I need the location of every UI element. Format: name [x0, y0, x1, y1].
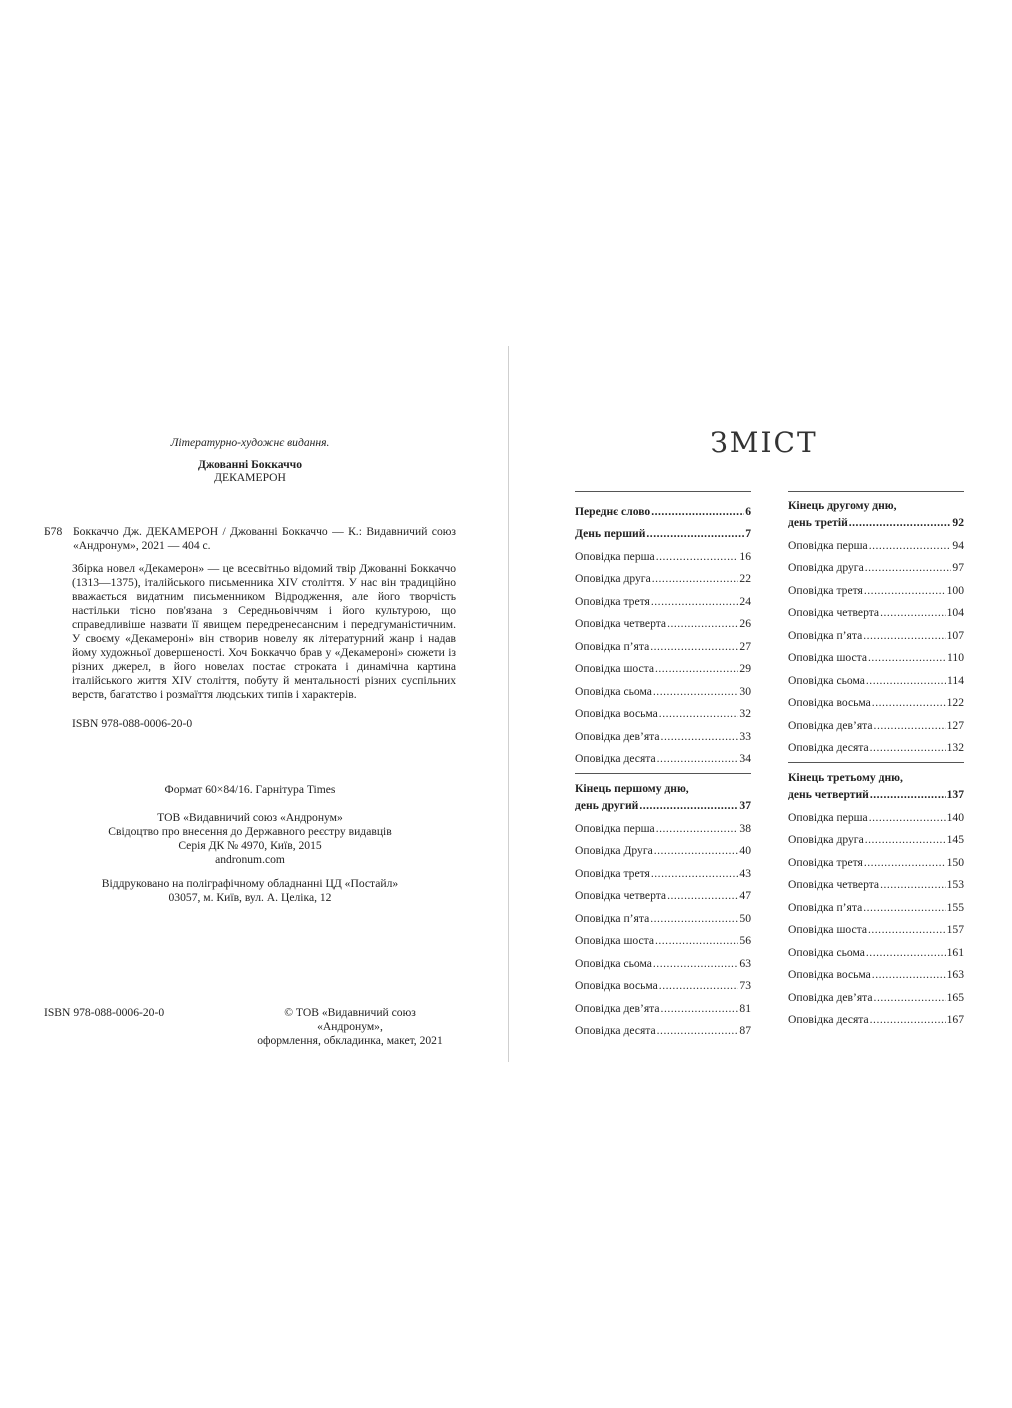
- catalog-code: Б78: [44, 525, 63, 538]
- toc-entry-title: Оповідка Друга: [575, 844, 653, 857]
- toc-column-1: [575, 491, 751, 1037]
- toc-entry-title: Оповідка дев’ята: [575, 1001, 660, 1015]
- toc-entry[interactable]: [788, 664, 964, 687]
- toc-leader-dots: [864, 584, 946, 597]
- book-annotation: Збірка новел «Декамерон» — це всесвітньо відомий твір Джованні Боккаччо (1313—1375), італійського письменника XIV століття. У нас він традиційно вважається видатним письменником Відродження, але його творчість настільки тісно пов'язана з Середньовіччям і його культурою, що справедливіше назвати її явищем передренесансним і передгуманістичним. У своєму «Декамероні» він створив новелу як літературний жанр і надав йому художньої довершеності. Хоч Боккаччо брав у «Декамероні» сюжети із різних джерел, в його новелах постає строката і динамічна картина італійського життя XIV століття, побуту й ментальності різних суспільних верств, багатство і розмаїття людських типів і характерів.: [72, 562, 456, 701]
- toc-entry-page: 33: [739, 729, 751, 743]
- publisher-certificate: Свідоцтво про внесення до Державного реєстру видавців: [108, 825, 392, 838]
- toc-entry-page: 167: [946, 1013, 964, 1026]
- author-name: Джованні Боккаччо: [198, 458, 302, 471]
- toc-leader-dots: [880, 878, 946, 891]
- print-format: Формат 60×84/16. Гарнітура Times: [164, 783, 336, 796]
- toc-section-2-page: 37: [739, 799, 751, 812]
- toc-entry[interactable]: [788, 574, 964, 597]
- toc-entry-page: 22: [739, 572, 751, 585]
- bottom-isbn: ISBN 978-088-0006-20-0: [44, 1006, 165, 1019]
- toc-section-4-page: 137: [946, 788, 964, 801]
- toc-entry-page: 165: [946, 990, 964, 1004]
- toc-leader-dots: [654, 844, 739, 857]
- toc-entry-page: 97: [952, 561, 964, 574]
- toc-section-4-line2: день четвертий: [788, 788, 869, 801]
- toc-entry[interactable]: [575, 608, 751, 631]
- toc-leader-dots: [870, 788, 946, 801]
- toc-entry[interactable]: [788, 642, 964, 665]
- toc-entry-page: 127: [946, 718, 964, 732]
- toc-entry-title: Оповідка п’ята: [575, 639, 650, 653]
- toc-entry[interactable]: [575, 835, 751, 858]
- toc-leader-dots: [653, 685, 739, 698]
- toc-section-2[interactable]: [575, 782, 751, 812]
- toc-leader-dots: [865, 561, 952, 574]
- toc-leader-dots: [868, 923, 946, 936]
- toc-entry-page: 7: [745, 527, 751, 540]
- copyright-notice: [250, 1006, 450, 1048]
- toc-leader-dots: [650, 912, 738, 925]
- toc-entry-title: Оповідка п’ята: [788, 628, 863, 642]
- toc-entry-page: 104: [946, 606, 964, 619]
- toc-entry-title: Оповідка сьома: [788, 945, 865, 959]
- toc-entry[interactable]: [575, 902, 751, 925]
- toc-entry-page: 32: [739, 707, 751, 720]
- printer-info: [44, 877, 456, 905]
- toc-leader-dots: [869, 539, 952, 552]
- toc-entry-title: Оповідка друга: [788, 561, 864, 574]
- toc-leader-dots: [646, 527, 744, 540]
- toc-leader-dots: [661, 730, 739, 743]
- toc-entry[interactable]: [788, 914, 964, 937]
- toc-entry-page: 107: [946, 628, 964, 642]
- toc-entry-page: 150: [946, 855, 964, 869]
- toc-entry-page: 16: [739, 549, 751, 563]
- toc-section-4[interactable]: [788, 771, 964, 801]
- toc-entry-title: Оповідка п’ята: [575, 911, 650, 925]
- toc-entry[interactable]: [788, 936, 964, 959]
- toc-entry-page: 110: [947, 651, 964, 664]
- toc-entry-page: 40: [739, 844, 751, 857]
- toc-entry-title: Оповідка шоста: [788, 923, 867, 936]
- toc-section-2-line2: день другий: [575, 799, 639, 812]
- isbn: ISBN 978-088-0006-20-0: [72, 717, 193, 730]
- toc-leader-dots: [639, 799, 738, 812]
- toc-entry[interactable]: [788, 824, 964, 847]
- toc-entry-title: Оповідка сьома: [575, 684, 652, 698]
- toc-rule: [575, 773, 751, 774]
- toc-entry-page: 24: [739, 594, 751, 608]
- toc-leader-dots: [868, 651, 946, 664]
- toc-entry[interactable]: [788, 709, 964, 732]
- toc-entry-title: Оповідка восьма: [788, 968, 871, 981]
- toc-leader-dots: [653, 957, 739, 970]
- toc-rule: [788, 491, 964, 492]
- toc-leader-dots: [650, 640, 738, 653]
- toc-entry[interactable]: [575, 585, 751, 608]
- toc-entry-title: Оповідка третя: [575, 866, 650, 880]
- toc-leader-dots: [667, 889, 738, 902]
- toc-entry-title: Оповідка восьма: [575, 707, 658, 720]
- toc-leader-dots: [849, 516, 952, 529]
- toc-entry[interactable]: [575, 925, 751, 948]
- toc-entry[interactable]: [788, 552, 964, 575]
- publisher-info: [44, 811, 456, 867]
- toc-entry-title: Оповідка перша: [575, 549, 655, 563]
- toc-entry-page: 27: [739, 639, 751, 653]
- toc-rule: [575, 491, 751, 492]
- toc-leader-dots: [872, 968, 946, 981]
- toc-entry-page: 43: [739, 866, 751, 880]
- toc-entry-title: День перший: [575, 527, 646, 540]
- toc-entry[interactable]: [575, 518, 751, 541]
- toc-leader-dots: [863, 629, 945, 642]
- printer-name: Віддруковано на поліграфічному обладнанні ЦД «Постайл»: [101, 877, 399, 890]
- toc-entry-page: 114: [947, 673, 964, 687]
- toc-entry[interactable]: [575, 495, 751, 518]
- toc-section-3[interactable]: [788, 499, 964, 529]
- toc-entry-title: Оповідка шоста: [788, 651, 867, 664]
- toc-entry[interactable]: [575, 970, 751, 993]
- toc-entry-page: 100: [946, 583, 964, 597]
- toc-entry-title: Оповідка десята: [788, 741, 869, 754]
- toc-leader-dots: [657, 752, 739, 765]
- page-gutter-line: [508, 346, 509, 1062]
- toc-entry[interactable]: [788, 597, 964, 620]
- toc-leader-dots: [870, 1013, 946, 1026]
- toc-entry[interactable]: [575, 540, 751, 563]
- toc-entry-page: 47: [739, 889, 751, 902]
- toc-entry-title: Переднє слово: [575, 504, 651, 518]
- toc-leader-dots: [651, 595, 739, 608]
- toc-entry-title: Оповідка четверта: [575, 889, 667, 902]
- toc-leader-dots: [869, 811, 946, 824]
- toc-leader-dots: [866, 946, 946, 959]
- toc-leader-dots: [874, 991, 946, 1004]
- toc-day3-entries: [788, 529, 964, 754]
- toc-entry-page: 155: [946, 900, 964, 914]
- toc-entry[interactable]: [575, 653, 751, 676]
- toc-section-3-page: 92: [952, 516, 964, 529]
- toc-entry-page: 6: [745, 504, 751, 518]
- toc-entry[interactable]: [575, 563, 751, 586]
- publisher-series: Серія ДК № 4970, Київ, 2015: [178, 839, 322, 852]
- toc-entry-page: 63: [739, 956, 751, 970]
- toc-leader-dots: [655, 934, 738, 947]
- toc-leader-dots: [863, 901, 945, 914]
- toc-entry-title: Оповідка четверта: [788, 878, 880, 891]
- toc-leader-dots: [656, 550, 739, 563]
- toc-entry-title: Оповідка дев’ята: [575, 729, 660, 743]
- toc-entry-title: Оповідка четверта: [575, 617, 667, 630]
- toc-leader-dots: [880, 606, 946, 619]
- toc-entry[interactable]: [575, 880, 751, 903]
- book-title: ДЕКАМЕРОН: [214, 471, 286, 484]
- toc-column-2: [788, 491, 964, 1026]
- toc-leader-dots: [656, 822, 739, 835]
- toc-entry-page: 56: [739, 934, 751, 947]
- toc-entry[interactable]: [575, 947, 751, 970]
- toc-entry[interactable]: [788, 687, 964, 710]
- toc-entry-title: Оповідка восьма: [575, 979, 658, 992]
- toc-entry-title: Оповідка десята: [788, 1013, 869, 1026]
- toc-entry-page: 34: [739, 752, 751, 765]
- toc-section-2-line1: Кінець першому дню,: [575, 782, 689, 795]
- toc-entry[interactable]: [575, 812, 751, 835]
- toc-day1-entries: [575, 540, 751, 765]
- toc-leader-dots: [657, 1024, 739, 1037]
- toc-leader-dots: [651, 505, 744, 518]
- toc-entry[interactable]: [788, 959, 964, 982]
- toc-entry-page: 132: [946, 741, 964, 754]
- toc-entry-page: 73: [739, 979, 751, 992]
- toc-top-entries: [575, 495, 751, 540]
- toc-entry[interactable]: [788, 1004, 964, 1027]
- copyright-line-2: оформлення, обкладинка, макет, 2021: [257, 1034, 443, 1047]
- toc-entry-title: Оповідка перша: [788, 538, 868, 552]
- toc-entry[interactable]: [575, 720, 751, 743]
- toc-entry-title: Оповідка четверта: [788, 606, 880, 619]
- toc-leader-dots: [651, 867, 739, 880]
- toc-entry-title: Оповідка шоста: [575, 934, 654, 947]
- toc-entry-title: Оповідка десята: [575, 1024, 656, 1037]
- toc-day2-entries: [575, 812, 751, 1037]
- toc-leader-dots: [874, 719, 946, 732]
- toc-entry-title: Оповідка п’ята: [788, 900, 863, 914]
- toc-entry[interactable]: [788, 801, 964, 824]
- toc-section-3-line2: день третій: [788, 516, 848, 529]
- copyright-line-1: © ТОВ «Видавничий союз «Андронум»,: [284, 1006, 416, 1033]
- toc-entry-page: 161: [946, 945, 964, 959]
- toc-leader-dots: [659, 707, 739, 720]
- toc-entry-title: Оповідка дев’ята: [788, 990, 873, 1004]
- toc-leader-dots: [652, 572, 739, 585]
- printer-address: 03057, м. Київ, вул. А. Целіка, 12: [168, 891, 332, 904]
- edition-type: Літературно-художнє видання.: [170, 436, 330, 449]
- toc-entry-page: 94: [952, 538, 964, 552]
- toc-entry-page: 87: [739, 1024, 751, 1037]
- publisher-website: andronum.com: [215, 853, 285, 866]
- toc-section-4-line1: Кінець третьому дню,: [788, 771, 903, 784]
- catalog-entry: Боккаччо Дж. ДЕКАМЕРОН / Джованні Боккаччо — К.: Видавничий союз «Андронум», 2021 — 404 с.: [73, 525, 456, 552]
- toc-entry-title: Оповідка третя: [788, 583, 863, 597]
- toc-entry[interactable]: [788, 619, 964, 642]
- toc-entry[interactable]: [788, 846, 964, 869]
- toc-entry[interactable]: [575, 1015, 751, 1038]
- toc-entry[interactable]: [788, 529, 964, 552]
- toc-entry-title: Оповідка шоста: [575, 662, 654, 675]
- toc-entry-title: Оповідка друга: [788, 833, 864, 846]
- toc-entry-page: 122: [946, 696, 964, 709]
- toc-leader-dots: [866, 674, 946, 687]
- toc-entry[interactable]: [788, 732, 964, 755]
- toc-entry-page: 157: [946, 923, 964, 936]
- catalog-record: [44, 525, 456, 553]
- toc-entry[interactable]: [575, 630, 751, 653]
- toc-leader-dots: [872, 696, 946, 709]
- toc-leader-dots: [655, 662, 738, 675]
- toc-entry-page: 163: [946, 968, 964, 981]
- toc-rule: [788, 762, 964, 763]
- toc-leader-dots: [870, 741, 946, 754]
- toc-entry-title: Оповідка третя: [575, 594, 650, 608]
- toc-entry-title: Оповідка дев’ята: [788, 718, 873, 732]
- toc-entry-title: Оповідка сьома: [575, 956, 652, 970]
- toc-leader-dots: [661, 1002, 739, 1015]
- toc-entry[interactable]: [575, 698, 751, 721]
- toc-entry[interactable]: [788, 981, 964, 1004]
- toc-entry-title: Оповідка сьома: [788, 673, 865, 687]
- toc-entry-page: 81: [739, 1001, 751, 1015]
- toc-entry[interactable]: [575, 857, 751, 880]
- toc-entry[interactable]: [575, 675, 751, 698]
- publisher-name: ТОВ «Видавничий союз «Андронум»: [157, 811, 343, 824]
- toc-leader-dots: [864, 856, 946, 869]
- toc-section-3-line1: Кінець другому дню,: [788, 499, 897, 512]
- toc-entry-title: Оповідка десята: [575, 752, 656, 765]
- toc-leader-dots: [667, 617, 738, 630]
- toc-entry-page: 29: [739, 662, 751, 675]
- toc-entry-page: 153: [946, 878, 964, 891]
- toc-day4-entries: [788, 801, 964, 1026]
- toc-entry-title: Оповідка друга: [575, 572, 651, 585]
- toc-entry-page: 145: [946, 833, 964, 846]
- toc-entry-title: Оповідка третя: [788, 855, 863, 869]
- toc-leader-dots: [659, 979, 739, 992]
- toc-entry-page: 140: [946, 810, 964, 824]
- toc-entry-title: Оповідка восьма: [788, 696, 871, 709]
- toc-entry-page: 30: [739, 684, 751, 698]
- toc-entry-page: 50: [739, 911, 751, 925]
- toc-entry[interactable]: [575, 743, 751, 766]
- toc-entry-title: Оповідка перша: [788, 810, 868, 824]
- toc-entry-page: 38: [739, 821, 751, 835]
- toc-entry[interactable]: [575, 992, 751, 1015]
- toc-entry[interactable]: [788, 869, 964, 892]
- contents-heading: ЗМІСТ: [710, 426, 818, 459]
- toc-leader-dots: [865, 833, 946, 846]
- toc-entry-page: 26: [739, 617, 751, 630]
- toc-entry[interactable]: [788, 891, 964, 914]
- toc-entry-title: Оповідка перша: [575, 821, 655, 835]
